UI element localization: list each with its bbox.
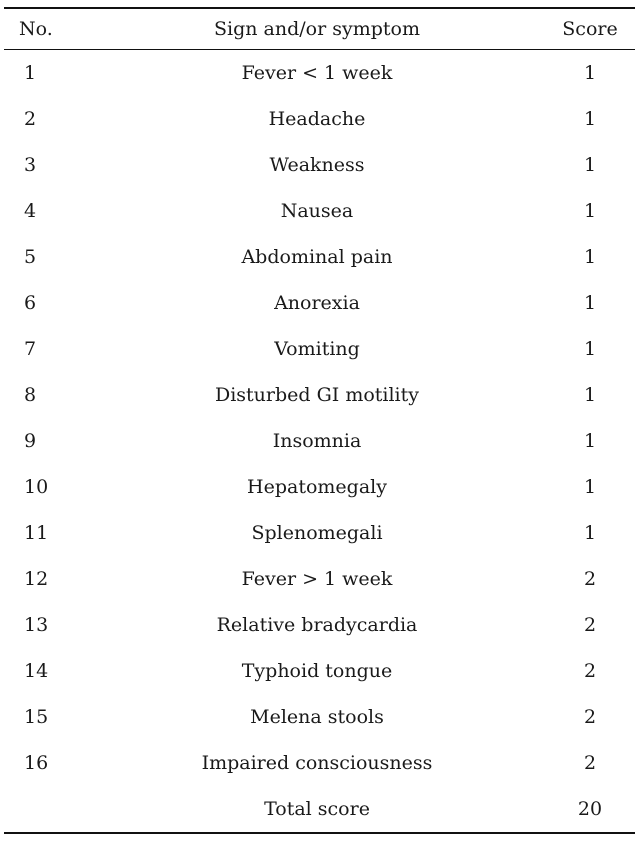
table-row [4,464,635,510]
row-no: 12 [24,567,49,590]
total-label: Total score [264,797,370,820]
row-score: 1 [583,61,597,84]
row-score: 1 [583,107,597,130]
row-score: 2 [583,613,597,636]
row-sign: Impaired consciousness [201,751,433,774]
row-score: 2 [583,751,597,774]
row-sign: Fever > 1 week [241,567,393,590]
symptom-score-table [4,9,635,832]
table-row [4,142,635,188]
symptom-score-table-wrapper [4,7,635,834]
row-no: 5 [24,245,37,268]
table-row [4,602,635,648]
row-sign: Insomnia [272,429,362,452]
table-row [4,556,635,602]
table-row [4,740,635,786]
row-sign: Headache [268,107,366,130]
row-no: 6 [24,291,37,314]
table-row [4,50,635,96]
row-score: 1 [583,199,597,222]
row-no: 11 [24,521,49,544]
row-sign: Melena stools [250,705,384,728]
total-no-cell [4,786,89,832]
table-header [4,9,635,50]
header-score: Score [545,9,635,50]
row-sign: Typhoid tongue [241,659,393,682]
table-row [4,510,635,556]
table-row [4,188,635,234]
row-score: 1 [583,291,597,314]
row-no: 4 [24,199,37,222]
row-no: 10 [24,475,49,498]
row-sign: Abdominal pain [241,245,393,268]
row-no: 14 [24,659,49,682]
row-sign: Fever < 1 week [241,61,393,84]
row-sign: Relative bradycardia [216,613,418,636]
row-sign: Anorexia [274,291,360,314]
header-row [4,9,635,50]
row-score: 1 [583,383,597,406]
row-no: 3 [24,153,37,176]
header-sign: Sign and/or symptom [89,9,545,50]
row-score: 1 [583,521,597,544]
total-row [4,786,635,832]
row-no: 1 [24,61,37,84]
row-no: 2 [24,107,37,130]
table-row [4,648,635,694]
table-row [4,280,635,326]
row-no: 9 [24,429,37,452]
table-row [4,234,635,280]
header-no: No. [4,9,89,50]
row-no: 7 [24,337,37,360]
row-no: 13 [24,613,49,636]
row-sign: Splenomegali [251,521,383,544]
row-score: 1 [583,245,597,268]
row-score: 1 [583,153,597,176]
row-no: 16 [24,751,49,774]
table-row [4,418,635,464]
row-sign: Vomiting [274,337,360,360]
row-no: 8 [24,383,37,406]
row-sign: Weakness [269,153,365,176]
table-row [4,96,635,142]
row-no: 15 [24,705,49,728]
table-row [4,372,635,418]
row-score: 2 [583,567,597,590]
table-row [4,694,635,740]
table-body [4,50,635,832]
row-sign: Nausea [280,199,354,222]
row-score: 1 [583,337,597,360]
table-row [4,326,635,372]
row-score: 2 [583,705,597,728]
row-score: 1 [583,475,597,498]
row-sign: Disturbed GI motility [214,383,420,406]
total-value: 20 [577,797,603,820]
row-score: 1 [583,429,597,452]
row-score: 2 [583,659,597,682]
row-sign: Hepatomegaly [247,475,387,498]
